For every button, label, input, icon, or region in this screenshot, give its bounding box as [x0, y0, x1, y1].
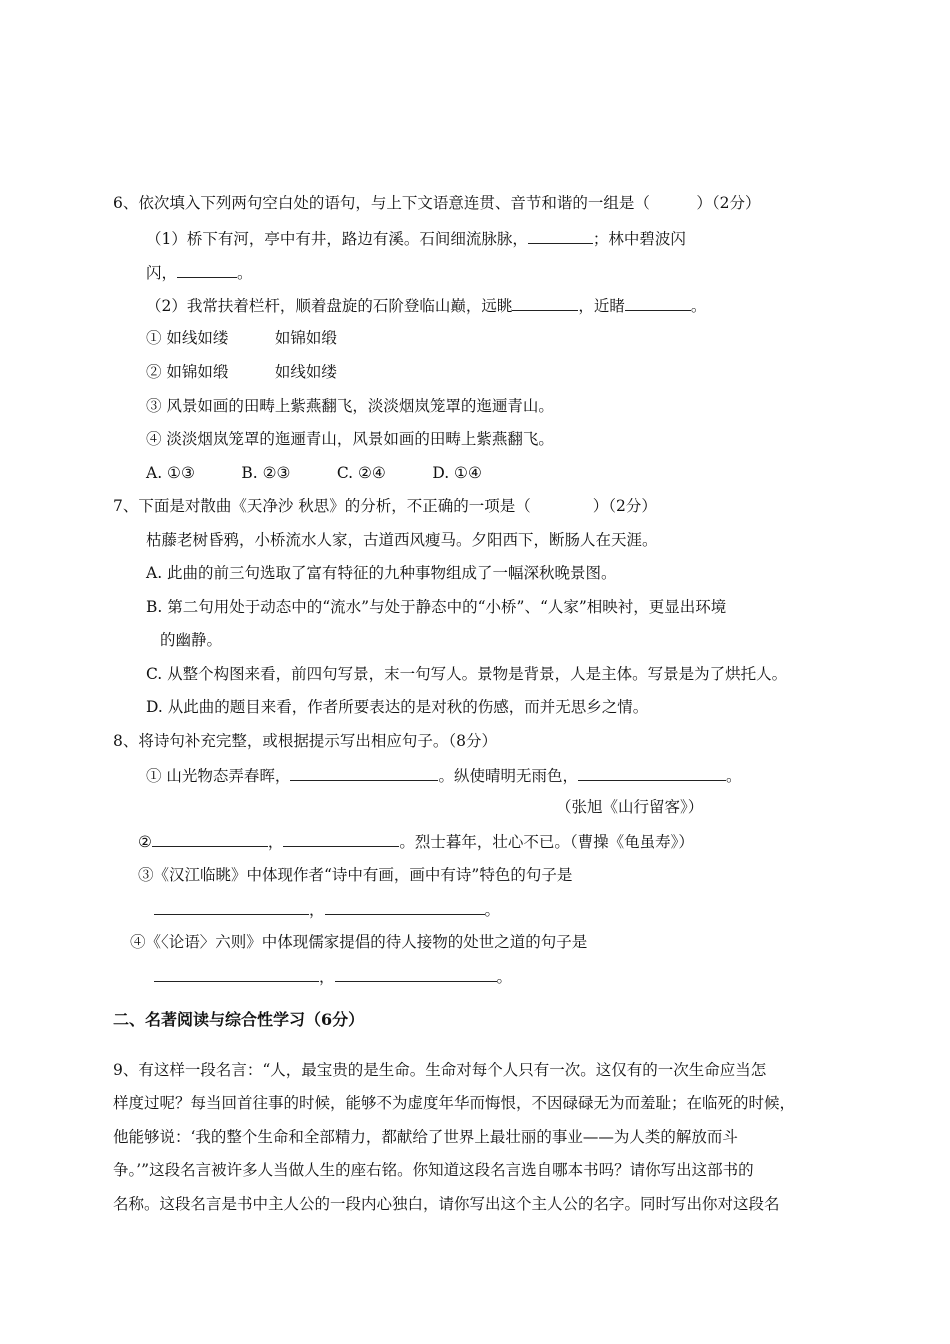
q9-line-2: 样度过呢？每当回首往事的时候，能够不为虚度年华而悔恨，不因碌碌无为而羞耻；在临死的时候，: [113, 1094, 796, 1112]
answer-blank[interactable]: [335, 966, 497, 982]
q6-option-1: ① 如线如缕 如锦如缎: [146, 329, 337, 347]
q8-item-2: ② ， 。烈士暮年，壮心不已。（曹操《龟虽寿》）: [138, 833, 694, 851]
q6-option-4: ④ 淡淡烟岚笼罩的迤逦青山，风景如画的田畴上紫燕翻飞。: [146, 430, 554, 448]
q6-sentence-2: （2）我常扶着栏杆，顺着盘旋的石阶登临山巅，远眺 ，近睹 。: [146, 297, 707, 315]
answer-blank[interactable]: [177, 262, 237, 278]
q7-option-d: D. 从此曲的题目来看，作者所要表达的是对秋的伤感，而并无思乡之情。: [146, 698, 649, 716]
q8-item-3-answer: ， 。: [154, 899, 500, 920]
q7-option-b-cont: 的幽静。: [160, 631, 223, 649]
q8-stem: 8、将诗句补充完整，或根据提示写出相应句子。（8分）: [113, 732, 497, 750]
answer-blank[interactable]: [154, 966, 319, 982]
q6-option-2: ② 如锦如缎 如线如缕: [146, 363, 337, 381]
q8-item-4-answer: ， 。: [154, 966, 512, 987]
answer-blank[interactable]: [528, 228, 593, 244]
q7-stem: 7、下面是对散曲《天净沙 秋思》的分析，不正确的一项是（ ）（2分）: [113, 497, 657, 515]
q6-sentence-1-cont: 闪， 。: [146, 264, 253, 282]
q7-option-b: B. 第二句用处于动态中的“流水”与处于静态中的“小桥”、“人家”相映衬，更显出环境: [146, 598, 727, 616]
section-2-heading: 二、名著阅读与综合性学习（6分）: [113, 1010, 365, 1029]
q6-sentence-1: （1）桥下有河，亭中有井，路边有溪。石间细流脉脉， ；林中碧波闪: [146, 230, 686, 248]
q9-line-1: 9、有这样一段名言：“人，最宝贵的是生命。生命对每个人只有一次。这仅有的一次生命应当怎: [113, 1061, 767, 1079]
q7-option-c: C. 从整个构图来看，前四句写景，末一句写人。景物是背景，人是主体。写景是为了烘托人。: [146, 665, 788, 683]
q6-stem: 6、依次填入下列两句空白处的语句，与上下文语意连贯、音节和谐的一组是（ ）（2分）: [113, 194, 761, 212]
q8-item-3: ③《汉江临眺》中体现作者“诗中有画，画中有诗”特色的句子是: [138, 866, 573, 884]
q8-item-1: ① 山光物态弄春晖， 。纵使晴明无雨色， 。: [146, 767, 742, 785]
q7-option-a: A. 此曲的前三句选取了富有特征的九种事物组成了一幅深秋晚景图。: [146, 564, 617, 582]
answer-blank[interactable]: [283, 831, 399, 847]
answer-blank[interactable]: [154, 899, 309, 915]
answer-blank[interactable]: [625, 295, 691, 311]
answer-blank[interactable]: [290, 765, 438, 781]
answer-blank[interactable]: [325, 899, 485, 915]
answer-blank[interactable]: [578, 765, 726, 781]
q9-line-4: 争。’”这段名言被许多人当做人生的座右铭。你知道这段名言选自哪本书吗？请你写出这部书的: [113, 1161, 754, 1179]
q8-item-4: ④《〈论语〉六则》中体现儒家提倡的待人接物的处世之道的句子是: [130, 933, 588, 951]
q6-choices: A. ①③ B. ②③ C. ②④ D. ①④: [146, 464, 482, 482]
q8-item-1-source: （张旭《山行留客》）: [556, 798, 704, 816]
q7-poem: 枯藤老树昏鸦，小桥流水人家，古道西风瘦马。夕阳西下，断肠人在天涯。: [146, 531, 658, 549]
q6-option-3: ③ 风景如画的田畴上紫燕翻飞，淡淡烟岚笼罩的迤逦青山。: [146, 397, 554, 415]
answer-blank[interactable]: [512, 295, 578, 311]
q9-line-3: 他能够说：‘我的整个生命和全部精力，都献给了世界上最壮丽的事业——为人类的解放而斗: [113, 1128, 738, 1146]
q9-line-5: 名称。这段名言是书中主人公的一段内心独白，请你写出这个主人公的名字。同时写出你对这段名: [113, 1195, 780, 1213]
answer-blank[interactable]: [152, 831, 268, 847]
